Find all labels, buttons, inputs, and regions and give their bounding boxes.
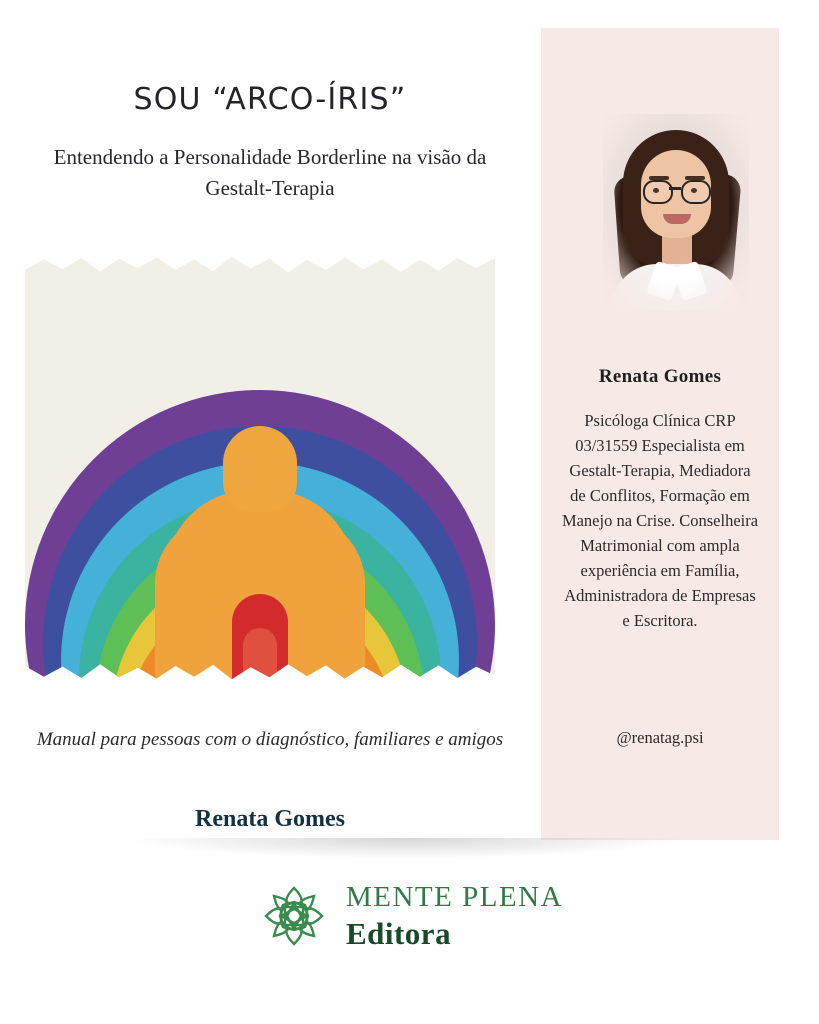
author-social-handle: @renatag.psi: [616, 728, 704, 747]
book-author-name: Renata Gomes: [195, 806, 345, 832]
author-name: Renata Gomes: [598, 366, 722, 387]
cover-artwork: [25, 246, 495, 690]
author-bio: Psicóloga Clínica CRP 03/31559 Especialista em Gestalt-Terapia, Mediadora de Conflitos, Formação em Manejo na Crise. Conselheira Matrimonial com ampla experiência em Família, Administradora de Empresas e Escritora.: [561, 411, 759, 630]
portrait-vignette: [603, 114, 749, 310]
publisher-logo-block: [0, 878, 819, 954]
publisher-name: MENTE PLENA: [345, 881, 564, 913]
publisher-text: [346, 883, 563, 949]
book-title: SOU “ARCO-ÍRIS”: [133, 82, 407, 117]
figure-head: [223, 426, 297, 512]
author-portrait-photo: [603, 114, 749, 310]
page-shadow: [28, 838, 780, 862]
book-subtitle: Entendendo a Personalidade Borderline na visão da Gestalt-Terapia: [53, 145, 487, 200]
publisher-subtitle: Editora: [345, 916, 452, 951]
mandala-flower-icon: [256, 878, 332, 954]
book-tagline: Manual para pessoas com o diagnóstico, familiares e amigos: [36, 729, 504, 750]
